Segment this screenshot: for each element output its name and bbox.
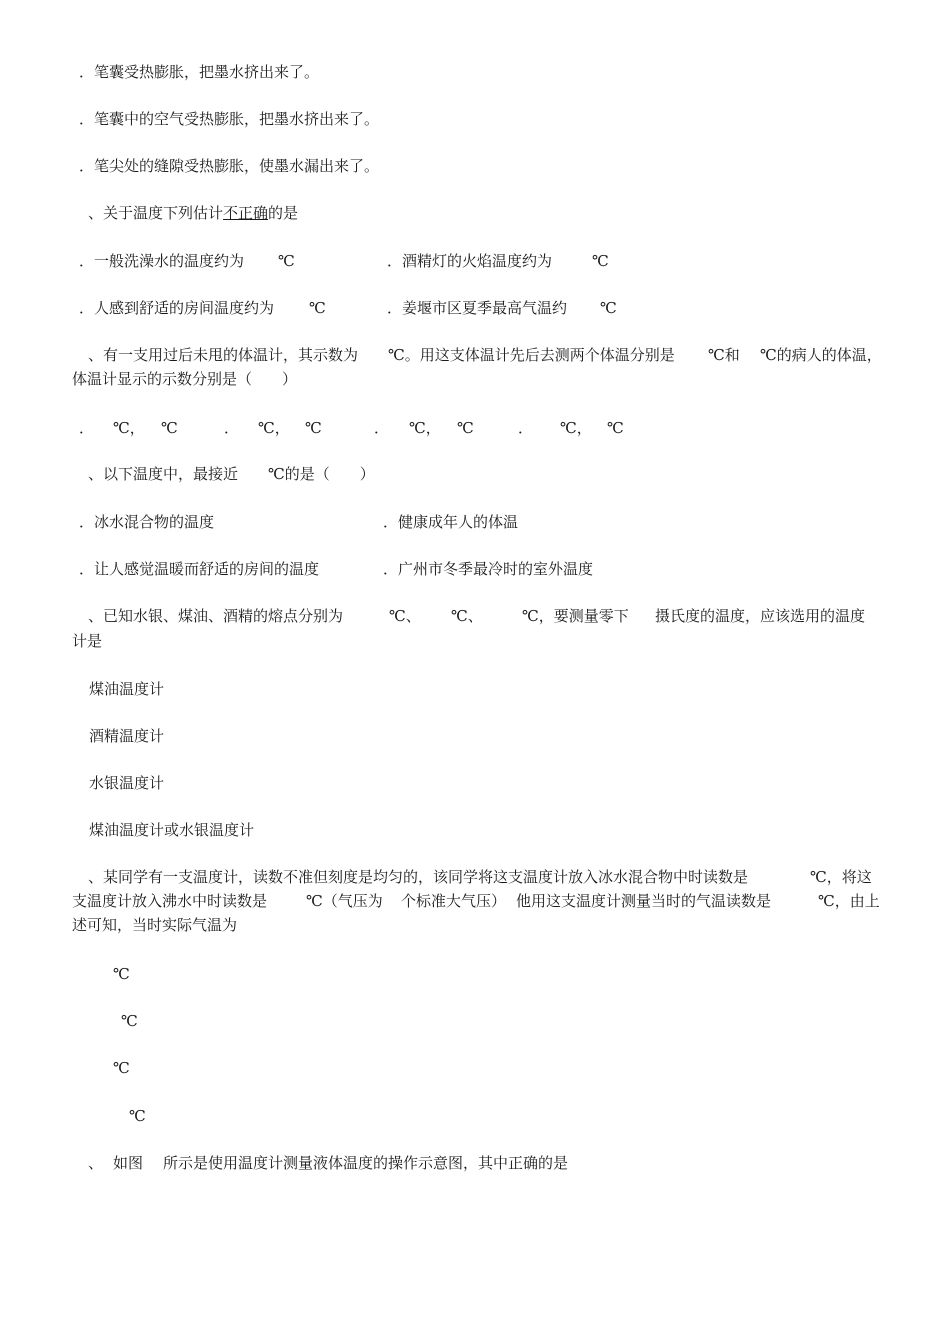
option-d-unit: ℃ xyxy=(129,1107,146,1125)
question-text: 所示是使用温度计测量液体温度的操作示意图，其中正确的是 xyxy=(163,1154,569,1172)
option-d: 煤油温度计或水银温度计 xyxy=(89,821,255,839)
answer-option-dot: ． xyxy=(518,419,534,437)
option-line: ．笔囊受热膨胀，把墨水挤出来了。 xyxy=(79,63,320,81)
question-text: 述可知，当时实际气温为 xyxy=(72,916,238,934)
question-text: 支温度计放入沸水中时读数是 xyxy=(72,892,268,910)
unit-celsius: ℃， xyxy=(258,419,290,437)
unit-celsius: ℃、 xyxy=(451,607,483,625)
option-a: 煤油温度计 xyxy=(89,680,165,698)
unit-celsius: ℃ xyxy=(161,419,178,437)
unit-celsius: ℃、 xyxy=(389,607,421,625)
unit-celsius: ℃ xyxy=(278,252,295,270)
option-c: ．人感到舒适的房间温度约为 xyxy=(79,299,275,317)
question-text: 的是 xyxy=(268,204,299,222)
answer-option-dot: ． xyxy=(374,419,390,437)
question-text: ℃的病人的体温， xyxy=(760,346,882,364)
unit-celsius: ℃ xyxy=(607,419,624,437)
option-a: ．一般洗澡水的温度约为 xyxy=(79,252,245,270)
question-text: ℃的是（ ） xyxy=(268,465,375,483)
question-text: ℃，要测量零下 xyxy=(522,607,629,625)
option-c-unit: ℃ xyxy=(113,1059,130,1077)
unit-celsius: ℃， xyxy=(113,419,145,437)
unit-celsius: ℃ xyxy=(600,299,617,317)
question-text: 他用这支温度计测量当时的气温读数是 xyxy=(516,892,772,910)
question-text: ℃（气压为 xyxy=(306,892,383,910)
option-line: ．笔尖处的缝隙受热膨胀，使墨水漏出来了。 xyxy=(79,157,380,175)
question-text: ℃，将这 xyxy=(810,868,872,886)
question-clinical-thermometer: 、有一支用过后未甩的体温计，其示数为 xyxy=(88,346,359,364)
option-c: ．让人感觉温暖而舒适的房间的温度 xyxy=(79,560,320,578)
answer-option-dot: ． xyxy=(79,419,95,437)
option-b-unit: ℃ xyxy=(121,1012,138,1030)
question-text: 计是 xyxy=(72,632,103,650)
unit-celsius: ℃ xyxy=(305,419,322,437)
unit-celsius: ℃ xyxy=(457,419,474,437)
question-text: 如图 xyxy=(113,1154,144,1172)
question-text: ℃，由上 xyxy=(818,892,880,910)
question-text: 体温计显示的示数分别是（ ） xyxy=(72,370,298,388)
question-text: ℃和 xyxy=(708,346,740,364)
question-text: 个标准大气压） xyxy=(401,892,507,910)
unit-celsius: ℃， xyxy=(560,419,592,437)
option-c: 水银温度计 xyxy=(89,774,165,792)
option-b: 酒精温度计 xyxy=(89,727,165,745)
unit-celsius: ℃ xyxy=(592,252,609,270)
option-a: ．冰水混合物的温度 xyxy=(79,513,215,531)
underlined-emphasis: 不正确 xyxy=(223,204,269,222)
question-text: 摄氏度的温度，应该选用的温度 xyxy=(655,607,866,625)
option-a-unit: ℃ xyxy=(113,965,130,983)
option-line: ．笔囊中的空气受热膨胀，把墨水挤出来了。 xyxy=(79,110,380,128)
question-nearest-temperature: 、以下温度中，最接近 xyxy=(88,465,239,483)
question-inaccurate-thermometer: 、某同学有一支温度计，读数不准但刻度是均匀的，该同学将这支温度计放入冰水混合物中时读数是 xyxy=(88,868,749,886)
unit-celsius: ℃ xyxy=(309,299,326,317)
question-temperature-estimate xyxy=(88,203,298,223)
question-text: ℃。用这支体温计先后去测两个体温分别是 xyxy=(388,346,675,364)
unit-celsius: ℃， xyxy=(409,419,441,437)
question-text: 、关于温度下列估计 xyxy=(88,204,224,222)
option-d: ．广州市冬季最冷时的室外温度 xyxy=(383,560,594,578)
answer-option-dot: ． xyxy=(224,419,240,437)
option-b: ．健康成年人的体温 xyxy=(383,513,519,531)
question-melting-points: 、已知水银、煤油、酒精的熔点分别为 xyxy=(88,607,344,625)
question-figure: 、 xyxy=(88,1154,104,1172)
option-b: ．酒精灯的火焰温度约为 xyxy=(387,252,553,270)
option-d: ．姜堰市区夏季最高气温约 xyxy=(387,299,568,317)
